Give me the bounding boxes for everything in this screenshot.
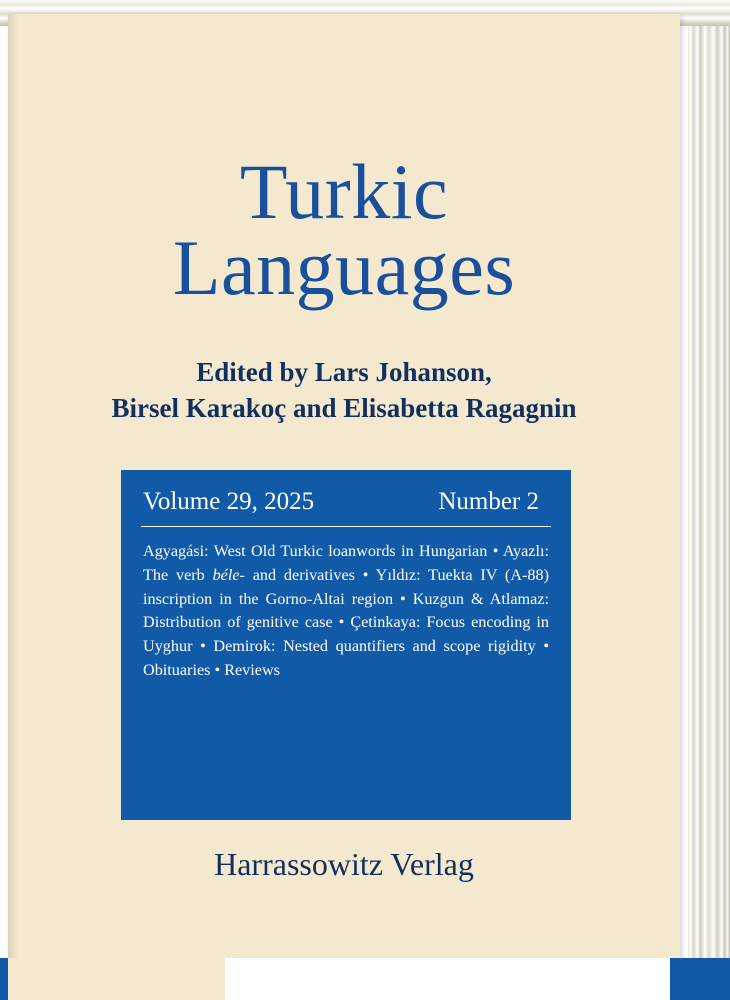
issue-line — [121, 470, 571, 516]
contents-entry: Yıldız: Tuekta IV (A-88) inscription in the Gorno-Altai region — [143, 565, 549, 608]
contents-entry: Kuzgun & Atlamaz: Distribution of genitive case — [143, 589, 549, 632]
contents-separator: • — [354, 565, 376, 584]
page-edges-right — [688, 0, 730, 1000]
bottom-strip-white — [225, 958, 670, 1000]
contents-separator: • — [535, 637, 549, 656]
contents-separator: • — [332, 613, 351, 632]
contents-entry: - and derivatives — [239, 565, 355, 584]
number-label: Number 2 — [438, 488, 539, 515]
contents-separator: • — [192, 637, 214, 656]
journal-title-line-1: Turkic — [239, 148, 449, 235]
contents-entry: Çetinkaya: Focus encoding in Uyghur — [143, 613, 549, 656]
spine-shadow — [8, 14, 18, 986]
contents-summary — [121, 527, 571, 683]
journal-title-line-2: Languages — [172, 223, 516, 311]
contents-entry: Agyagási: West Old Turkic loanwords in Hungarian — [143, 542, 488, 560]
issue-info-box — [121, 470, 571, 820]
journal-title — [8, 148, 680, 311]
contents-separator: • — [487, 542, 503, 560]
contents-entry: Ayazlı: The verb — [143, 542, 549, 584]
contents-entry: Reviews — [224, 661, 280, 680]
contents-entry: Obituaries — [143, 661, 211, 680]
contents-entry: Demirok: Nested quantifiers and scope rigidity — [213, 637, 536, 656]
contents-entry: béle — [212, 565, 240, 584]
contents-separator: • — [393, 589, 413, 608]
contents-separator: • — [210, 661, 225, 680]
bottom-strip — [0, 958, 730, 1000]
volume-label: Volume 29, 2025 — [143, 488, 315, 515]
editors-line-1: Edited by Lars Johanson, — [196, 357, 492, 387]
editors-line-2: Birsel Karakoç and Elisabetta Ragagnin — [111, 393, 577, 424]
issue-divider — [141, 526, 551, 527]
editors-block — [8, 354, 680, 427]
bottom-strip-edge — [670, 958, 730, 1000]
publisher-name: Harrassowitz Verlag — [214, 846, 474, 882]
bottom-strip-cream — [8, 958, 225, 1000]
journal-cover — [8, 14, 680, 986]
